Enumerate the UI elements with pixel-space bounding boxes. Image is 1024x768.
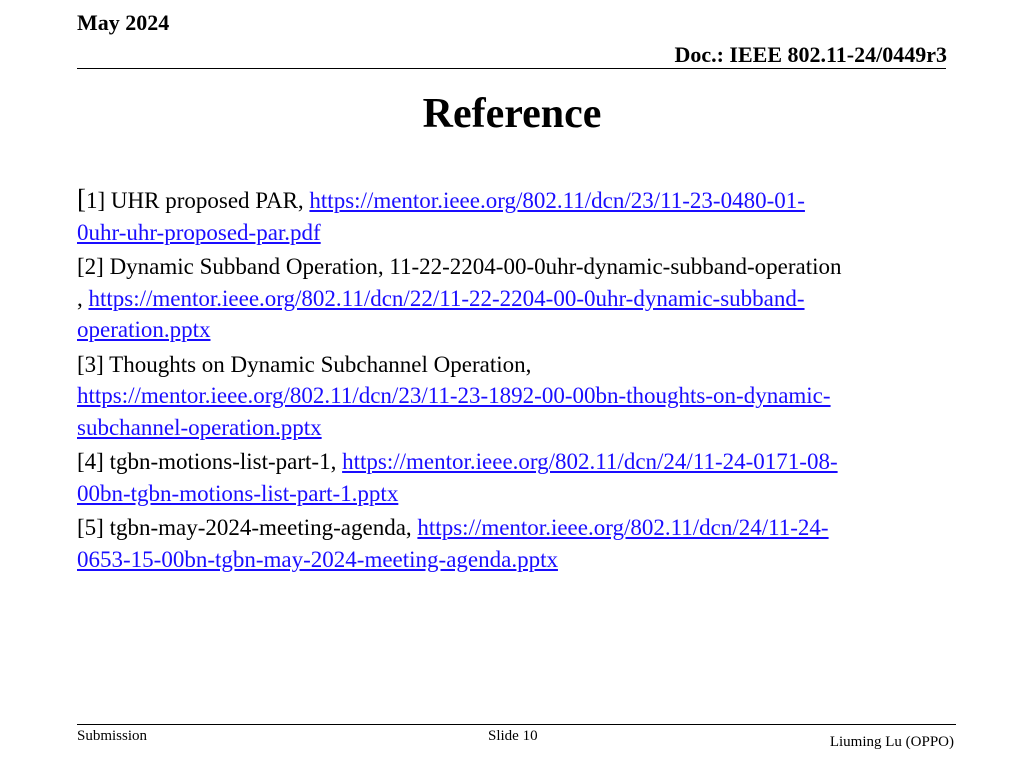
reference-list [77, 184, 947, 578]
reference-1-bracket: [ [77, 184, 86, 214]
reference-5-link[interactable]: https://mentor.ieee.org/802.11/dcn/24/11-24- 0653-15-00bn-tgbn-may-2024-meeting-agenda.pptx [77, 515, 829, 572]
reference-5-text: [5] tgbn-may-2024-meeting-agenda, [77, 515, 418, 540]
header-divider [77, 68, 946, 69]
reference-4-text: [4] tgbn-motions-list-part-1, [77, 449, 343, 474]
footer-divider [77, 724, 956, 725]
footer-author: Liuming Lu (OPPO) [829, 734, 954, 750]
header-doc-id: Doc.: IEEE 802.11-24/0449r3 [674, 42, 947, 67]
reference-4-link[interactable]: https://mentor.ieee.org/802.11/dcn/24/11-24-0171-08- 00bn-tgbn-motions-list-part-1.pptx [77, 449, 838, 506]
reference-1-text: 1] UHR proposed PAR, [86, 188, 310, 213]
slide-title: Reference [422, 91, 602, 137]
reference-2-text: [2] Dynamic Subband Operation, 11-22-2204-00-0uhr-dynamic-subband-operation [77, 254, 842, 279]
footer-submission: Submission [77, 728, 148, 744]
reference-item-1 [77, 184, 947, 248]
reference-2-separator: , [77, 285, 89, 311]
reference-3-text: [3] Thoughts on Dynamic Subchannel Operation, [77, 351, 532, 377]
reference-item-2 [77, 251, 947, 346]
header-date: May 2024 [77, 10, 170, 35]
reference-1-link[interactable]: https://mentor.ieee.org/802.11/dcn/23/11-23-0480-01- 0uhr-uhr-proposed-par.pdf [77, 188, 805, 245]
reference-item-4 [77, 446, 947, 509]
footer-slide-number: Slide 10 [488, 728, 538, 744]
reference-2-link[interactable]: https://mentor.ieee.org/802.11/dcn/22/11-22-2204-00-0uhr-dynamic-subband- operation.pptx [77, 285, 805, 342]
reference-3-link[interactable]: https://mentor.ieee.org/802.11/dcn/23/11-23-1892-00-00bn-thoughts-on-dynamic- subchannel-operation.pptx [77, 383, 831, 440]
reference-item-5 [77, 512, 947, 575]
reference-item-3 [77, 349, 947, 444]
